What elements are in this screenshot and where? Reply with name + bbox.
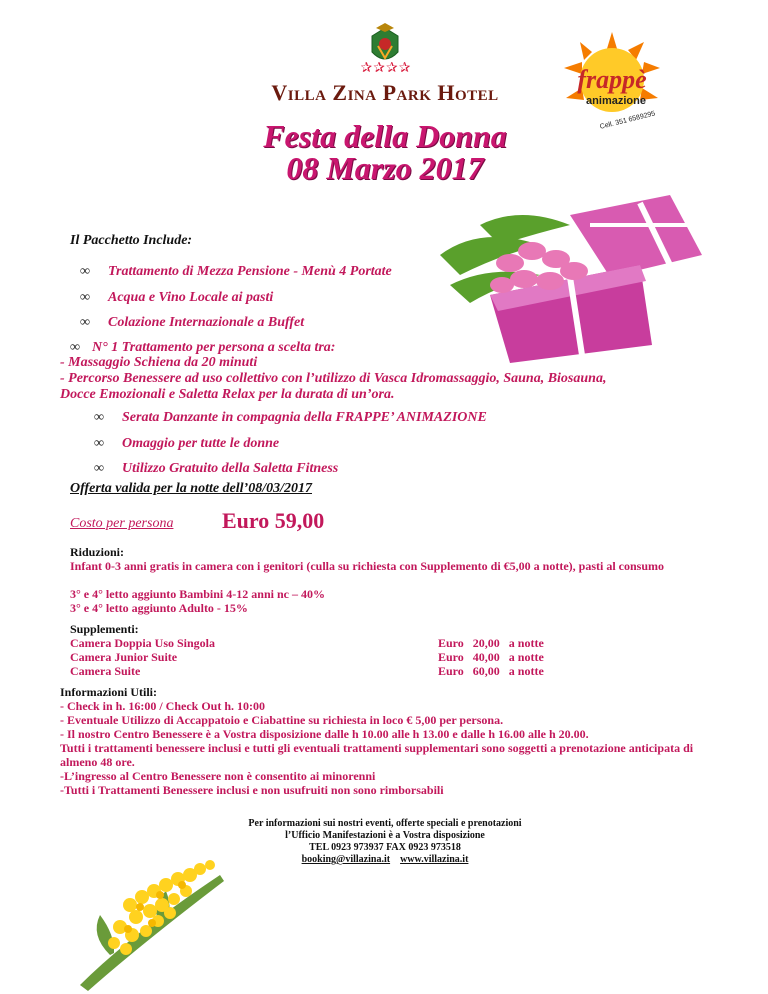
package-extra: ∞ Omaggio per tutte le donne (94, 436, 280, 451)
supplement-price: Euro 20,00 a notte (438, 636, 544, 650)
reduction-line: 3° e 4° letto aggiunto Bambini 4-12 anni nc – 40% (70, 587, 325, 601)
supplement-name: Camera Doppia Uso Singola (70, 636, 216, 650)
supplement-name: Camera Junior Suite (70, 650, 178, 664)
treatment-option: - Massaggio Schiena da 20 minuti (60, 355, 258, 370)
info-heading: Informazioni Utili: (60, 685, 157, 699)
info-line: - Eventuale Utilizzo di Accappatoio e Ciabattine su richiesta in loco € 5,00 per persona. (60, 713, 504, 727)
package-heading: Il Pacchetto Include: (70, 233, 193, 248)
footer-line: Per informazioni sui nostri eventi, offerte speciali e prenotazioni (248, 818, 522, 829)
package-item: ∞ Colazione Internazionale a Buffet (80, 315, 305, 330)
logo-phone: Cell. 351 6589295 (599, 110, 657, 131)
package-extra: ∞ Utilizzo Gratuito della Saletta Fitness (94, 461, 339, 476)
email-link[interactable]: booking@villazina.it (301, 854, 391, 865)
package-item: ∞ Trattamento di Mezza Pensione - Menù 4 Portate (80, 264, 392, 279)
hotel-name: Villa Zina Park Hotel (271, 80, 499, 105)
frappe-animazione-logo (548, 22, 676, 132)
supplement-name: Camera Suite (70, 664, 141, 678)
gift-box-tulips-image (420, 185, 702, 365)
cost-label: Costo per persona (70, 516, 174, 531)
infinity-bullet-icon: ∞ (94, 436, 104, 451)
cost-price: Euro 59,00 (222, 508, 325, 533)
info-line: -Tutti i Trattamenti Benessere inclusi e non usufruiti non sono rimborsabili (60, 783, 444, 797)
supplements-heading: Supplementi: (70, 622, 139, 636)
footer-line: l’Ufficio Manifestazioni è a Vostra disposizione (285, 830, 485, 841)
infinity-bullet-icon: ∞ (80, 290, 90, 305)
logo-sub: animazione (586, 95, 646, 107)
infinity-bullet-icon: ∞ (80, 315, 90, 330)
treatment-option: - Percorso Benessere ad uso collettivo con l’utilizzo di Vasca Idromassaggio, Sauna, Biosauna, (60, 371, 607, 386)
infinity-bullet-icon: ∞ (94, 410, 104, 425)
info-line: Tutti i trattamenti benessere inclusi e tutti gli eventuali trattamenti supplementari sono soggetti a prenotazione anticipata di almeno 48 ore. (60, 741, 694, 769)
reduction-line: 3° e 4° letto aggiunto Adulto - 15% (70, 601, 248, 615)
treatment-option: Docce Emozionali e Saletta Relax per la durata di un’ora. (60, 387, 395, 402)
footer-contacts: TEL 0923 973937 FAX 0923 973518 (309, 842, 461, 853)
infinity-bullet-icon: ∞ (80, 264, 90, 279)
page-title-line2: 08 Marzo 2017 (286, 150, 484, 186)
reductions-heading: Riduzioni: (70, 545, 125, 559)
supplement-price: Euro 60,00 a notte (438, 664, 544, 678)
package-item: ∞ N° 1 Trattamento per persona a scelta tra: (70, 340, 336, 355)
package-item: ∞ Acqua e Vino Locale ai pasti (80, 290, 274, 305)
footer-links (180, 854, 590, 866)
info-line: - Check in h. 16:00 / Check Out h. 10:00 (60, 699, 266, 713)
hotel-stars: ✰✰✰✰ (360, 61, 412, 76)
website-link[interactable]: www.villazina.it (400, 854, 469, 865)
infinity-bullet-icon: ∞ (70, 340, 80, 355)
reduction-line: Infant 0-3 anni gratis in camera con i genitori (culla su richiesta con Supplemento di €5,00 a notte), pasti al consumo (70, 559, 665, 573)
infinity-bullet-icon: ∞ (94, 461, 104, 476)
page-title-line1: Festa della Donna (263, 118, 507, 154)
offer-validity: Offerta valida per la notte dell’08/03/2017 (70, 481, 312, 496)
supplement-price: Euro 40,00 a notte (438, 650, 544, 664)
info-line: -L’ingresso al Centro Benessere non è consentito ai minorenni (60, 769, 376, 783)
logo-brand: frappè (577, 65, 647, 94)
mimosa-flowers-image (70, 835, 240, 994)
package-extra: ∞ Serata Danzante in compagnia della FRAPPE’ ANIMAZIONE (94, 410, 487, 425)
info-line: - Il nostro Centro Benessere è a Vostra disposizione dalle h 10.00 alle h 13.00 e dalle h 16.00 alle h 20.00. (60, 727, 589, 741)
